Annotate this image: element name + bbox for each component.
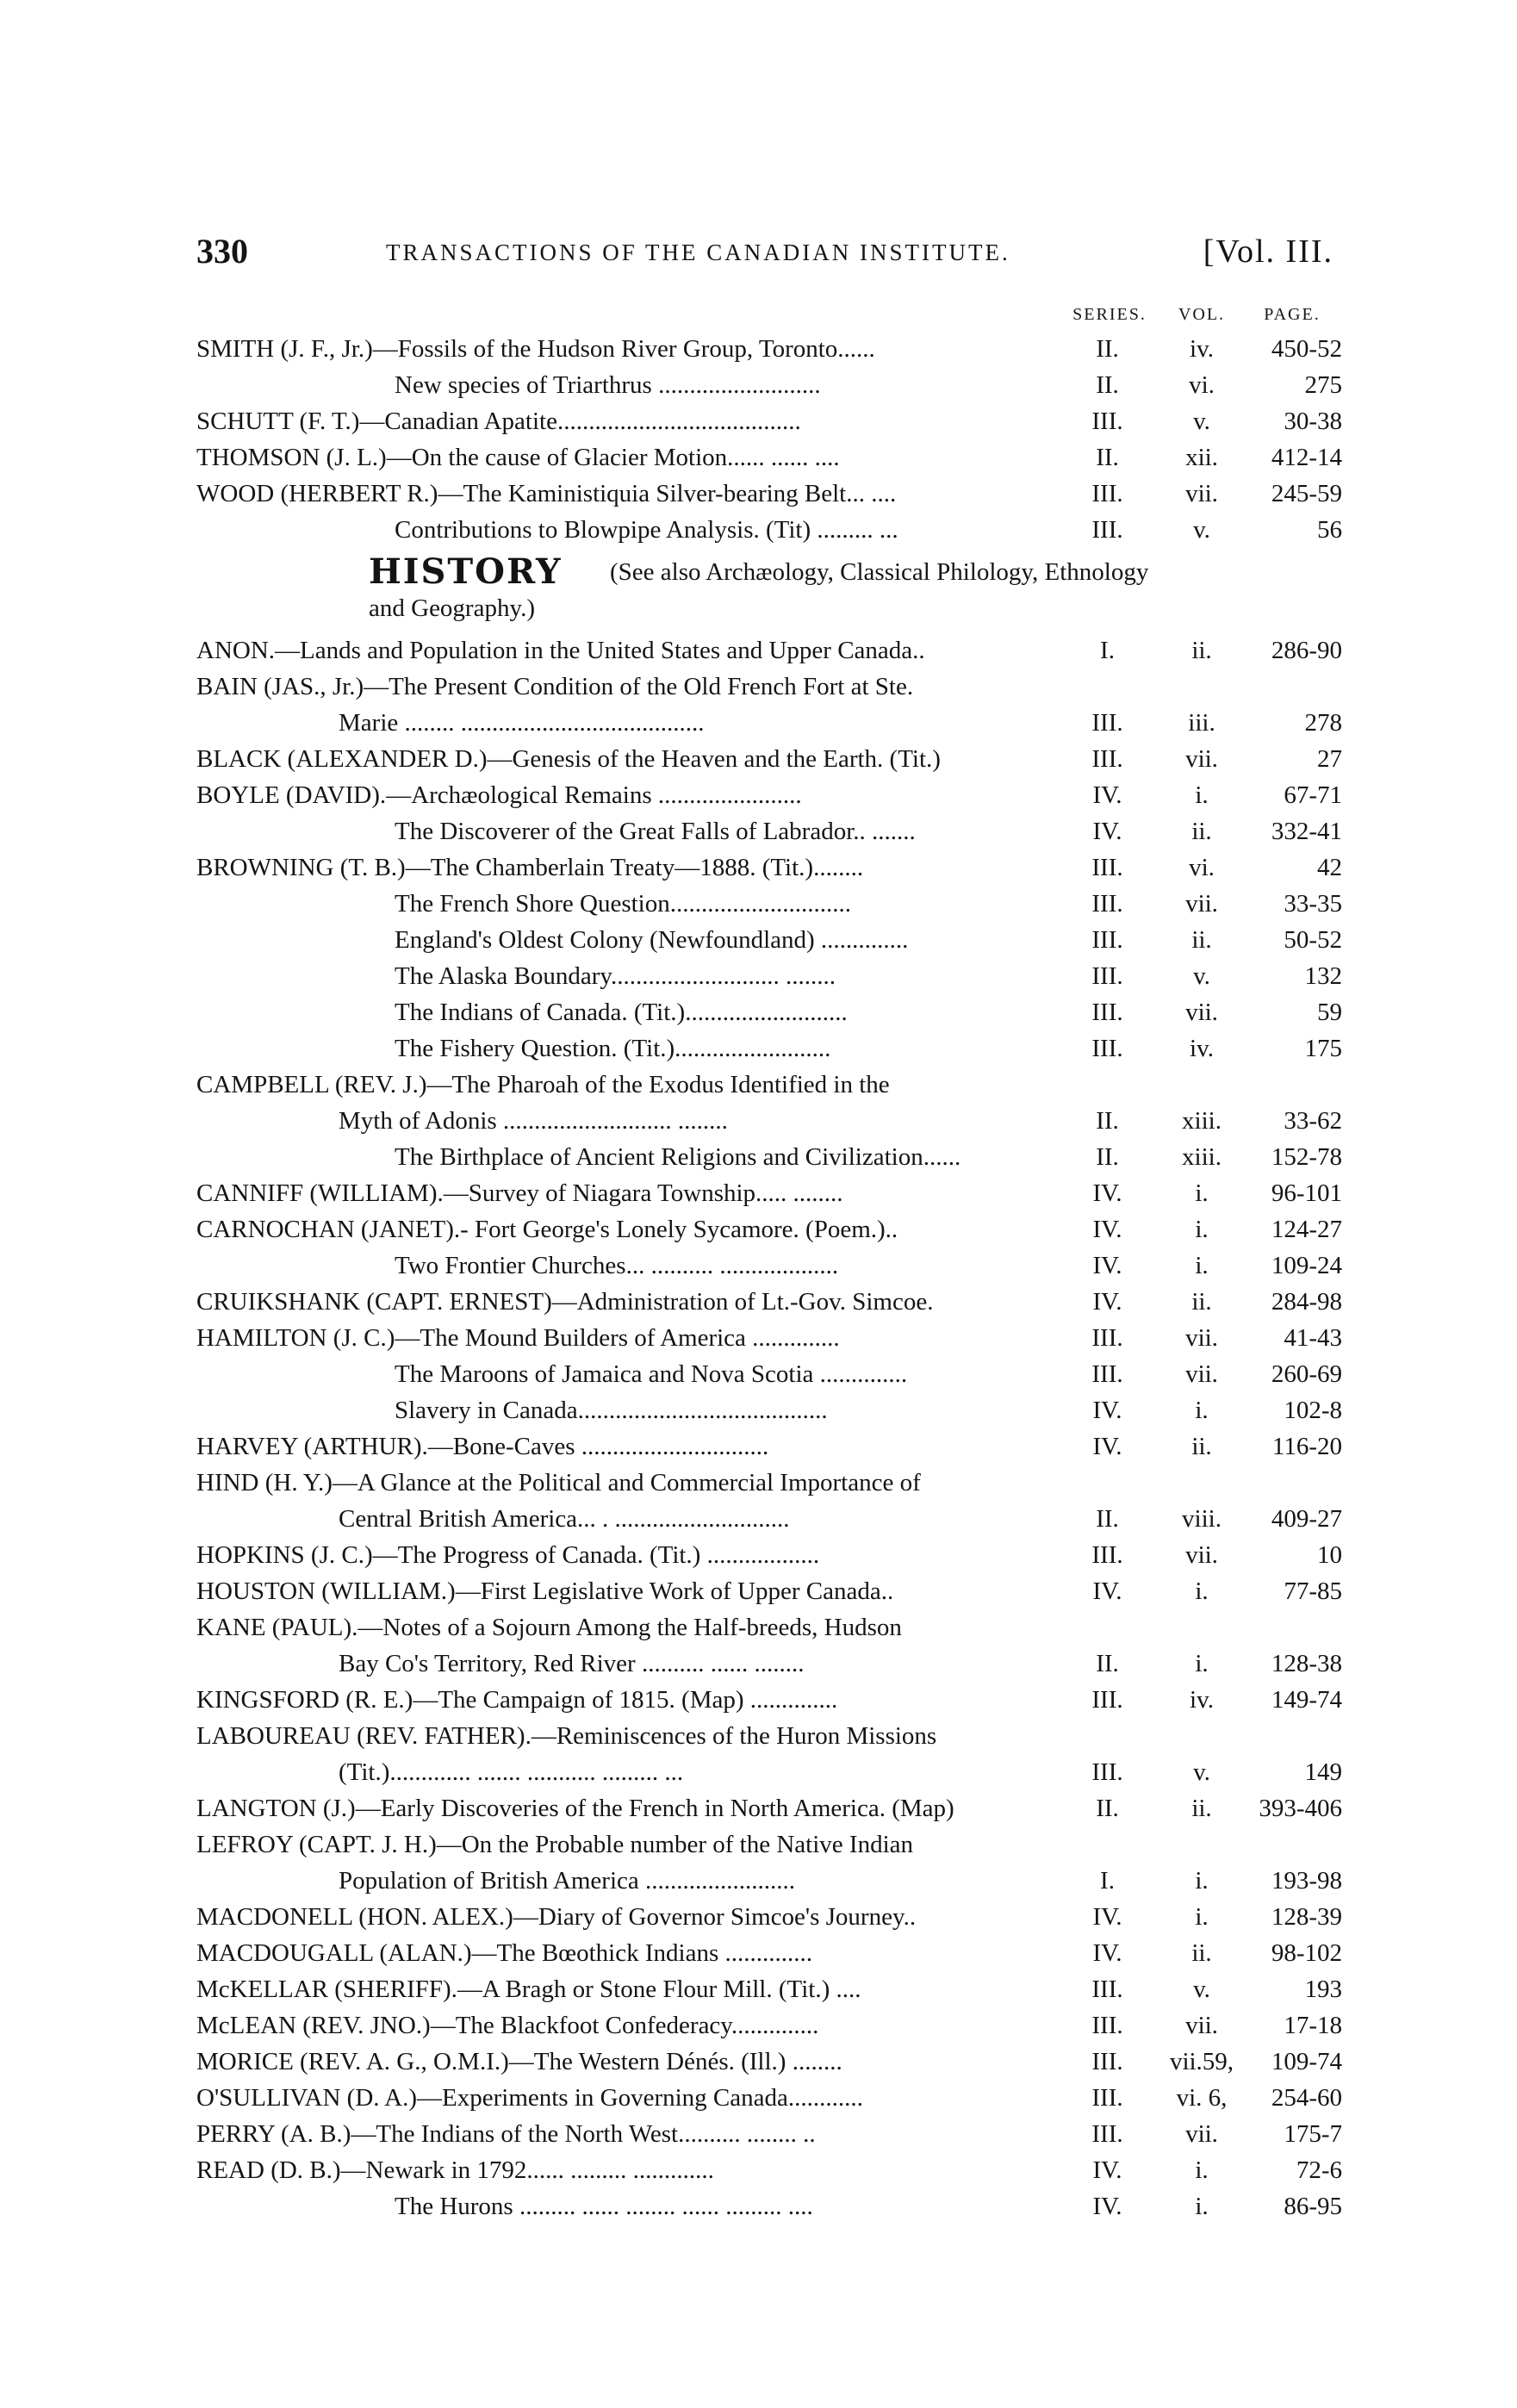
entry-page: 254-60 [1271,2084,1342,2112]
entry-page: 275 [1304,371,1342,399]
entry-series: III. [1091,2012,1123,2039]
entry-page: 109-74 [1271,2048,1342,2075]
entry-series: IV. [1092,781,1122,809]
entry-title: The Alaska Boundary........................... ........ [395,962,836,990]
column-header-series: SERIES. [1072,305,1147,324]
entry-title: MACDOUGALL (ALAN.)—The Bœothick Indians .............. [196,1939,812,1967]
entry-title: New species of Triarthrus .......................... [395,371,821,399]
index-entry [196,331,1342,367]
entry-series: III. [1091,1324,1123,1352]
entry-page: 332-41 [1271,818,1342,845]
entry-series: III. [1091,999,1123,1026]
entry-title: (Tit.)............. ....... ........... ......... ... [339,1758,684,1786]
entry-volume: i. [1195,1577,1209,1605]
index-entry [196,1501,1342,1537]
entry-volume: xiii. [1182,1107,1222,1135]
index-entry [196,439,1342,476]
entry-title: SMITH (J. F., Jr.)—Fossils of the Hudson River Group, Toronto...... [196,335,875,363]
index-entry [196,1175,1342,1211]
entry-title: CAMPBELL (REV. J.)—The Pharoah of the Exodus Identified in the [196,1071,890,1098]
index-entry [196,2188,1342,2224]
entry-series: III. [1091,709,1123,737]
entry-page: 193-98 [1271,1867,1342,1895]
entry-title: BOYLE (DAVID).—Archæological Remains ....................... [196,781,802,809]
section-title: HISTORY [369,551,563,592]
entry-series: III. [1091,408,1123,435]
index-entry [196,2080,1342,2116]
entry-series: IV. [1092,2156,1122,2184]
entry-title: LABOUREAU (REV. FATHER).—Reminiscences of the Huron Missions [196,1722,937,1750]
entry-series: III. [1091,1035,1123,1062]
entry-title: CRUIKSHANK (CAPT. ERNEST)—Administration of Lt.-Gov. Simcoe. [196,1288,934,1316]
entry-page: 50-52 [1284,926,1342,954]
entry-volume: ii. [1191,1939,1212,1967]
entry-series: III. [1091,745,1123,773]
index-entry [196,1211,1342,1248]
entry-volume: i. [1195,1252,1209,1279]
entry-series: III. [1091,1541,1123,1569]
entry-series: III. [1091,1976,1123,2003]
entry-title: HOUSTON (WILLIAM.)—First Legislative Work of Upper Canada.. [196,1577,894,1605]
entry-title: Myth of Adonis ........................... ........ [339,1107,728,1135]
index-entry [196,1428,1342,1465]
entry-series: I. [1100,1867,1115,1895]
entry-title: The Indians of Canada. (Tit.).......................... [395,999,848,1026]
entry-page: 86-95 [1284,2193,1342,2220]
entry-title: PERRY (A. B.)—The Indians of the North West.......... ........ .. [196,2120,816,2148]
entry-title: SCHUTT (F. T.)—Canadian Apatite....................................... [196,408,801,435]
index-entry [196,705,1342,741]
volume-label: [Vol. III. [1203,233,1334,270]
entry-title: HOPKINS (J. C.)—The Progress of Canada. (Tit.) .................. [196,1541,820,1569]
entry-series: III. [1091,962,1123,990]
entry-series: II. [1096,335,1119,363]
entry-page: 175-7 [1284,2120,1342,2148]
entry-page: 116-20 [1271,1433,1342,1460]
entry-series: IV. [1092,2193,1122,2220]
entry-page: 128-38 [1271,1650,1342,1677]
index-entry [196,1537,1342,1573]
entry-volume: iii. [1188,709,1215,737]
entry-volume: vii. [1185,999,1218,1026]
entry-series: III. [1091,1758,1123,1786]
index-entry [196,2044,1342,2080]
index-entry [196,1682,1342,1718]
index-entry [196,1646,1342,1682]
entry-title: Central British America... . ............................ [339,1505,790,1533]
entry-series: III. [1091,854,1123,881]
entry-volume: vii. [1185,890,1218,918]
entry-volume: xiii. [1182,1143,1222,1171]
entry-volume: viii. [1182,1505,1222,1533]
entry-volume: ii. [1191,637,1212,664]
entry-title: MACDONELL (HON. ALEX.)—Diary of Governor Simcoe's Journey.. [196,1903,917,1931]
entry-volume: xii. [1185,444,1218,471]
entry-title: The Maroons of Jamaica and Nova Scotia .............. [395,1360,908,1388]
entry-title: READ (D. B.)—Newark in 1792...... ......... ............. [196,2156,714,2184]
entry-volume: ii. [1191,926,1212,954]
entry-series: III. [1091,1360,1123,1388]
entry-series: III. [1091,2048,1123,2075]
entry-volume: vi. [1189,371,1215,399]
entry-page: 17-18 [1284,2012,1342,2039]
entry-series: II. [1096,1505,1119,1533]
column-header-volume: VOL. [1178,305,1226,324]
index-entry [196,512,1342,548]
entry-page: 152-78 [1271,1143,1342,1171]
entry-page: 67-71 [1284,781,1342,809]
entry-page: 278 [1304,709,1342,737]
entry-title: Two Frontier Churches... .......... ................... [395,1252,839,1279]
index-entry [196,1320,1342,1356]
index-entry [196,1356,1342,1392]
index-entry [196,1030,1342,1067]
entry-title: LANGTON (J.)—Early Discoveries of the French in North America. (Map) [196,1795,954,1822]
entry-volume: vii.59, [1169,2048,1234,2075]
index-entry [196,777,1342,813]
entry-series: III. [1091,890,1123,918]
entry-series: II. [1096,1650,1119,1677]
entry-page: 33-35 [1284,890,1342,918]
entry-title: MORICE (REV. A. G., O.M.I.)—The Western Dénés. (Ill.) ........ [196,2048,842,2075]
entry-volume: vi. [1189,854,1215,881]
entry-page: 124-27 [1271,1216,1342,1243]
entry-title: THOMSON (J. L.)—On the cause of Glacier Motion...... ...... .... [196,444,840,471]
entry-series: IV. [1092,1397,1122,1424]
entry-volume: v. [1193,1758,1210,1786]
column-header-page: PAGE. [1264,305,1321,324]
entry-series: III. [1091,480,1123,507]
entry-page: 393-406 [1259,1795,1342,1822]
entry-volume: vii. [1185,1324,1218,1352]
index-entry [196,476,1342,512]
entry-page: 109-24 [1271,1252,1342,1279]
entry-volume: iv. [1190,1686,1214,1714]
index-entry [196,849,1342,886]
section-note-line2: and Geography.) [369,594,535,622]
entry-title: ANON.—Lands and Population in the United States and Upper Canada.. [196,637,925,664]
entry-title: Population of British America ........................ [339,1867,796,1895]
index-entry [196,1392,1342,1428]
entry-series: III. [1091,2084,1123,2112]
index-entry [196,741,1342,777]
entry-series: IV. [1092,1288,1122,1316]
entry-volume: ii. [1191,818,1212,845]
index-listing [196,331,1342,2224]
entry-page: 56 [1317,516,1342,544]
entry-title: BROWNING (T. B.)—The Chamberlain Treaty—1888. (Tit.)........ [196,854,864,881]
entry-volume: iv. [1190,1035,1214,1062]
section-heading [196,548,1342,632]
entry-title: KINGSFORD (R. E.)—The Campaign of 1815. (Map) .............. [196,1686,838,1714]
entry-page: 30-38 [1284,408,1342,435]
page-number: 330 [196,232,248,271]
running-title: TRANSACTIONS OF THE CANADIAN INSTITUTE. [386,240,1010,265]
entry-page: 149-74 [1271,1686,1342,1714]
entry-volume: i. [1195,2193,1209,2220]
entry-page: 450-52 [1271,335,1342,363]
entry-volume: ii. [1191,1795,1212,1822]
entry-series: IV. [1092,1433,1122,1460]
index-entry [196,1754,1342,1790]
history-entries [196,632,1342,2224]
entry-page: 149 [1304,1758,1342,1786]
entry-page: 41-43 [1284,1324,1342,1352]
entry-title: KANE (PAUL).—Notes of a Sojourn Among the Half-breeds, Hudson [196,1614,902,1641]
index-entry [196,994,1342,1030]
entry-title: LEFROY (CAPT. J. H.)—On the Probable number of the Native Indian [196,1831,913,1858]
entry-page: 96-101 [1271,1179,1342,1207]
entry-series: III. [1091,1686,1123,1714]
entry-volume: vii. [1185,1360,1218,1388]
entry-volume: vii. [1185,480,1218,507]
index-entry [196,958,1342,994]
entry-page: 98-102 [1271,1939,1342,1967]
index-entry [196,1248,1342,1284]
entry-series: III. [1091,2120,1123,2148]
entry-volume: ii. [1191,1433,1212,1460]
index-entry [196,669,1342,705]
entry-title: HIND (H. Y.)—A Glance at the Political and Commercial Importance of [196,1469,921,1496]
entry-page: 33-62 [1284,1107,1342,1135]
running-header [196,231,1334,286]
index-entry [196,1863,1342,1899]
section-note-line1: (See also Archæology, Classical Philology, Ethnology [610,558,1149,586]
entry-volume: i. [1195,1179,1209,1207]
entry-page: 409-27 [1271,1505,1342,1533]
entry-title: England's Oldest Colony (Newfoundland) .............. [395,926,909,954]
entry-series: I. [1100,637,1115,664]
entry-title: The Fishery Question. (Tit.)......................... [395,1035,831,1062]
entry-page: 27 [1317,745,1342,773]
entry-title: McKELLAR (SHERIFF).—A Bragh or Stone Flour Mill. (Tit.) .... [196,1976,861,2003]
entry-title: BLACK (ALEXANDER D.)—Genesis of the Heaven and the Earth. (Tit.) [196,745,941,773]
entry-volume: v. [1193,516,1210,544]
entry-page: 128-39 [1271,1903,1342,1931]
index-entry [196,367,1342,403]
entry-volume: i. [1195,1867,1209,1895]
entry-series: III. [1091,926,1123,954]
entry-series: II. [1096,371,1119,399]
index-entry [196,1609,1342,1646]
entry-volume: v. [1193,1976,1210,2003]
entry-series: II. [1096,444,1119,471]
entry-page: 102-8 [1284,1397,1342,1424]
entry-page: 286-90 [1271,637,1342,664]
entry-title: Marie ........ ....................................... [339,709,705,737]
entry-series: II. [1096,1143,1119,1171]
index-entry [196,1971,1342,2007]
index-entry [196,1826,1342,1863]
entry-page: 132 [1304,962,1342,990]
entries-before-section [196,331,1342,548]
entry-title: WOOD (HERBERT R.)—The Kaministiquia Silver-bearing Belt... .... [196,480,897,507]
entry-title: Contributions to Blowpipe Analysis. (Tit) ......... ... [395,516,898,544]
entry-series: IV. [1092,1939,1122,1967]
entry-title: The French Shore Question............................. [395,890,851,918]
entry-title: CARNOCHAN (JANET).- Fort George's Lonely Sycamore. (Poem.).. [196,1216,898,1243]
entry-volume: vi. 6, [1176,2084,1228,2112]
entry-volume: v. [1193,408,1210,435]
entry-series: IV. [1092,1252,1122,1279]
entry-series: IV. [1092,1903,1122,1931]
entry-volume: i. [1195,1397,1209,1424]
index-entry [196,1573,1342,1609]
index-entry [196,403,1342,439]
index-entry [196,1718,1342,1754]
entry-title: HARVEY (ARTHUR).—Bone-Caves .............................. [196,1433,769,1460]
entry-volume: vii. [1185,2012,1218,2039]
entry-series: III. [1091,516,1123,544]
entry-page: 42 [1317,854,1342,881]
entry-page: 77-85 [1284,1577,1342,1605]
entry-volume: i. [1195,781,1209,809]
entry-series: IV. [1092,1577,1122,1605]
entry-volume: v. [1193,962,1210,990]
index-entry [196,632,1342,669]
index-entry [196,2007,1342,2044]
entry-title: The Birthplace of Ancient Religions and Civilization...... [395,1143,961,1171]
entry-page: 245-59 [1271,480,1342,507]
entry-volume: vii. [1185,2120,1218,2148]
entry-volume: vii. [1185,1541,1218,1569]
entry-series: II. [1096,1795,1119,1822]
index-entry [196,1139,1342,1175]
entry-volume: iv. [1190,335,1214,363]
entry-title: Bay Co's Territory, Red River .......... ...... ........ [339,1650,805,1677]
entry-title: The Discoverer of the Great Falls of Labrador.. ....... [395,818,916,845]
index-entry [196,1284,1342,1320]
index-entry [196,1899,1342,1935]
index-entry [196,1465,1342,1501]
entry-volume: i. [1195,1650,1209,1677]
entry-page: 260-69 [1271,1360,1342,1388]
entry-title: O'SULLIVAN (D. A.)—Experiments in Governing Canada............ [196,2084,863,2112]
index-entry [196,2152,1342,2188]
entry-title: Slavery in Canada........................................ [395,1397,828,1424]
index-entry [196,922,1342,958]
entry-volume: ii. [1191,1288,1212,1316]
entry-page: 193 [1304,1976,1342,2003]
entry-title: McLEAN (REV. JNO.)—The Blackfoot Confederacy.............. [196,2012,819,2039]
entry-title: BAIN (JAS., Jr.)—The Present Condition of the Old French Fort at Ste. [196,673,914,700]
index-entry [196,813,1342,849]
entry-volume: i. [1195,2156,1209,2184]
index-entry [196,1067,1342,1103]
entry-title: The Hurons ......... ...... ........ ...... ......... .... [395,2193,813,2220]
entry-page: 59 [1317,999,1342,1026]
index-entry [196,2116,1342,2152]
entry-page: 175 [1304,1035,1342,1062]
entry-volume: i. [1195,1216,1209,1243]
index-entry [196,886,1342,922]
entry-title: CANNIFF (WILLIAM).—Survey of Niagara Township..... ........ [196,1179,843,1207]
entry-volume: vii. [1185,745,1218,773]
entry-series: IV. [1092,818,1122,845]
entry-page: 72-6 [1296,2156,1342,2184]
index-entry [196,1790,1342,1826]
entry-title: HAMILTON (J. C.)—The Mound Builders of America .............. [196,1324,840,1352]
entry-page: 412-14 [1271,444,1342,471]
entry-volume: i. [1195,1903,1209,1931]
entry-series: IV. [1092,1216,1122,1243]
entry-series: II. [1096,1107,1119,1135]
index-entry [196,1103,1342,1139]
entry-series: IV. [1092,1179,1122,1207]
index-entry [196,1935,1342,1971]
entry-page: 284-98 [1271,1288,1342,1316]
entry-page: 10 [1317,1541,1342,1569]
